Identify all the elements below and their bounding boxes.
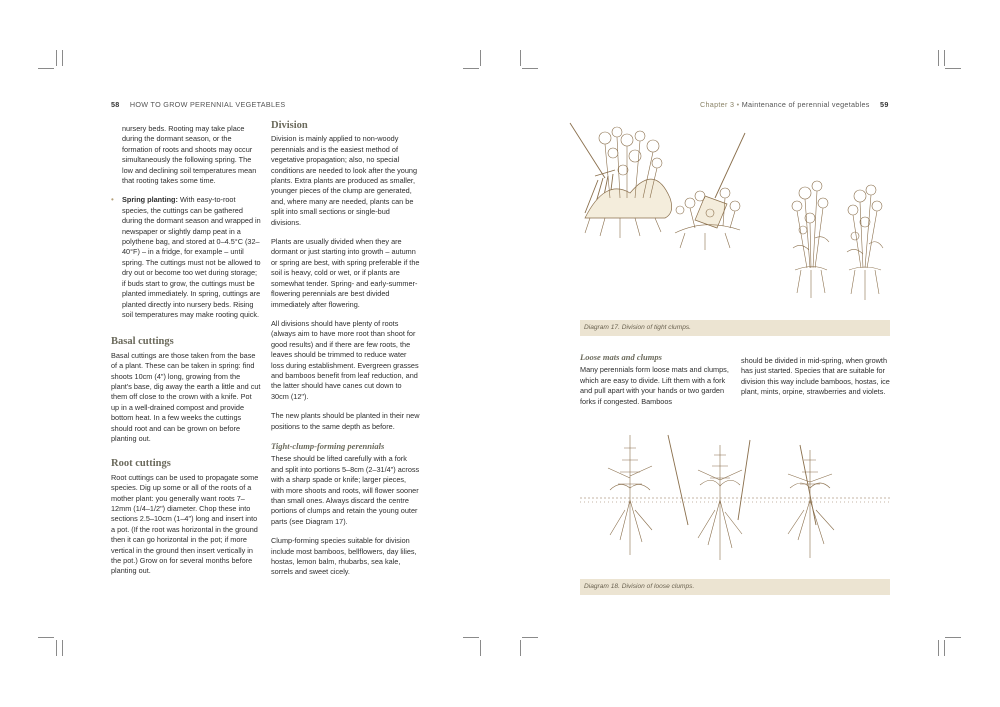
tight-clump-paragraph-1: These should be lifted carefully with a fork and split into portions 5–8cm (2–31/4") across with a sharp spade or knife; larger pieces, with more shoots and roots, will flower sooner than small ones. Always discard the centre portions of clumps and retain the young outer parts (see Diagram 17).: [271, 454, 420, 526]
left-running-head: [111, 100, 285, 109]
division-paragraph-4: The new plants should be planted in their new positions to the same depth as before.: [271, 411, 420, 431]
crop-mark: [944, 640, 945, 656]
diagram-18-illustration: [580, 430, 892, 575]
basal-cuttings-heading: Basal cuttings: [111, 336, 174, 348]
crop-mark: [38, 637, 54, 638]
crop-mark: [38, 68, 54, 69]
loose-clumps-heading: Loose mats and clumps: [580, 352, 662, 362]
crop-mark: [480, 640, 481, 656]
division-paragraph-2: Plants are usually divided when they are dormant or just starting into growth – autumn or spring are best, with spring preferable if the soil is heavy, cold or wet, or if plants are somewhat tender. Spring- and early-summer-flowering perennials are best divided immediately after flowering.: [271, 237, 420, 309]
loose-clumps-col-2: [741, 356, 891, 407]
diagram-17-illustration: [565, 118, 895, 318]
crop-mark: [56, 50, 57, 66]
crop-mark: [463, 68, 479, 69]
loose-clumps-paragraph-1: Many perennials form loose mats and clumps, which are easy to divide. Lift them with a fork and pull apart with your hands or two garden forks if congested. Bamboos: [580, 365, 729, 406]
bullet-spring-planting: [111, 195, 261, 320]
crop-mark: [522, 637, 538, 638]
bullet-dot: •: [111, 195, 114, 205]
basal-cuttings-paragraph: Basal cuttings are those taken from the base of a plant. These can be taken in spring: find shoots 10cm (4") long, growing from the plant's base, dig away the earth a little and cut them off close to the crown with a knife. Pot up in a well-drained compost and provide bottom heat. In a few weeks the cuttings should root and can be grown on before planting out.: [111, 350, 261, 443]
crop-mark: [944, 50, 945, 66]
root-cuttings-heading: Root cuttings: [111, 458, 171, 470]
tight-clump-heading: Tight-clump-forming perennials: [271, 440, 385, 451]
right-running-head: [700, 100, 889, 109]
crop-mark: [480, 50, 481, 66]
left-page-number: 58: [111, 100, 120, 109]
diagram-17-caption: Diagram 17. Division of tight clumps.: [580, 320, 890, 336]
crop-mark: [938, 50, 939, 66]
crop-mark: [463, 637, 479, 638]
crop-mark: [62, 640, 63, 656]
tight-clump-paragraph-2: Clump-forming species suitable for division include most bamboos, bellflowers, day lilies, hostas, lemon balm, rhubarbs, sea kale, sorrels and sweet cicely.: [271, 536, 417, 577]
crop-mark: [938, 640, 939, 656]
crop-mark: [945, 637, 961, 638]
bullet-label: Spring planting:: [122, 195, 178, 205]
diagram-18-caption: Diagram 18. Division of loose clumps.: [580, 579, 890, 595]
left-column-2: [271, 121, 421, 587]
crop-mark: [56, 640, 57, 656]
crop-mark: [945, 68, 961, 69]
chapter-label: Chapter 3: [700, 100, 735, 109]
loose-clumps-col-1: [580, 352, 730, 416]
loose-clumps-paragraph-2: should be divided in mid-spring, when growth has just started. Species that are suitable for division this way include bamboos, hostas, ice plant, mints, orpine, strawberries and violets.: [741, 356, 890, 397]
book-title: HOW TO GROW PERENNIAL VEGETABLES: [129, 100, 286, 109]
bullet-text: With easy-to-root species, the cuttings can be gathered during the dormant season and wrapped in newspaper or slightly damp peat in a polythene bag, and stored at 0–4.5°C (32–40°F) – in a fridge, for example – until spring. The cuttings must not be allowed to dry out or become too wet during storage; if buds start to grow, the cuttings must be planted immediately. In spring, cuttings are planted directly into nursery beds. Rising soil temperatures may make rooting quick.: [122, 195, 261, 319]
intro-paragraph: nursery beds. Rooting may take place during the dormant season, or the formation of roots and shoots may occur simultaneously the following spring. The low and declining soil temperatures mean that rooting takes some time.: [122, 124, 257, 186]
right-page-number: 59: [880, 100, 889, 109]
crop-mark: [520, 640, 521, 656]
crop-mark: [62, 50, 63, 66]
crop-mark: [520, 50, 521, 66]
chapter-separator: •: [736, 100, 740, 109]
division-paragraph-3: All divisions should have plenty of roots (always aim to have more root than shoot for good results) and if there are few roots, the leaves should be trimmed to reduce water loss during establishment. Evergreen grasses and bamboos benefit from leaf reduction, and the latter should have canes cut down to 30cm (12").: [271, 318, 419, 401]
left-column-1: [111, 124, 261, 586]
division-heading: Division: [271, 120, 308, 131]
chapter-title: Maintenance of perennial vegetables: [741, 100, 870, 109]
root-cuttings-paragraph: Root cuttings can be used to propagate some species. Dig up some or all of the roots of a mother plant: you generally want roots 7–12mm (1/4–1/2") diameter. Chop these into sections 2.5–10cm (1–4") long and insert into a pot. (If the root was horizontal in the ground then it can go horizontal in the pot; if more vertical in the ground then insert vertically in the pot.) Grow on for several months before planting out.: [111, 472, 259, 576]
division-paragraph-1: Division is mainly applied to non-woody perennials and is the easiest method of vegetative propagation; also, no special conditions are needed to look after the young plants. Extra plants are produced as smaller, younger pieces of the clump are generated, and, where many are needed, plants can be split into small sections or single-bud divisions.: [271, 134, 418, 227]
crop-mark: [522, 68, 538, 69]
